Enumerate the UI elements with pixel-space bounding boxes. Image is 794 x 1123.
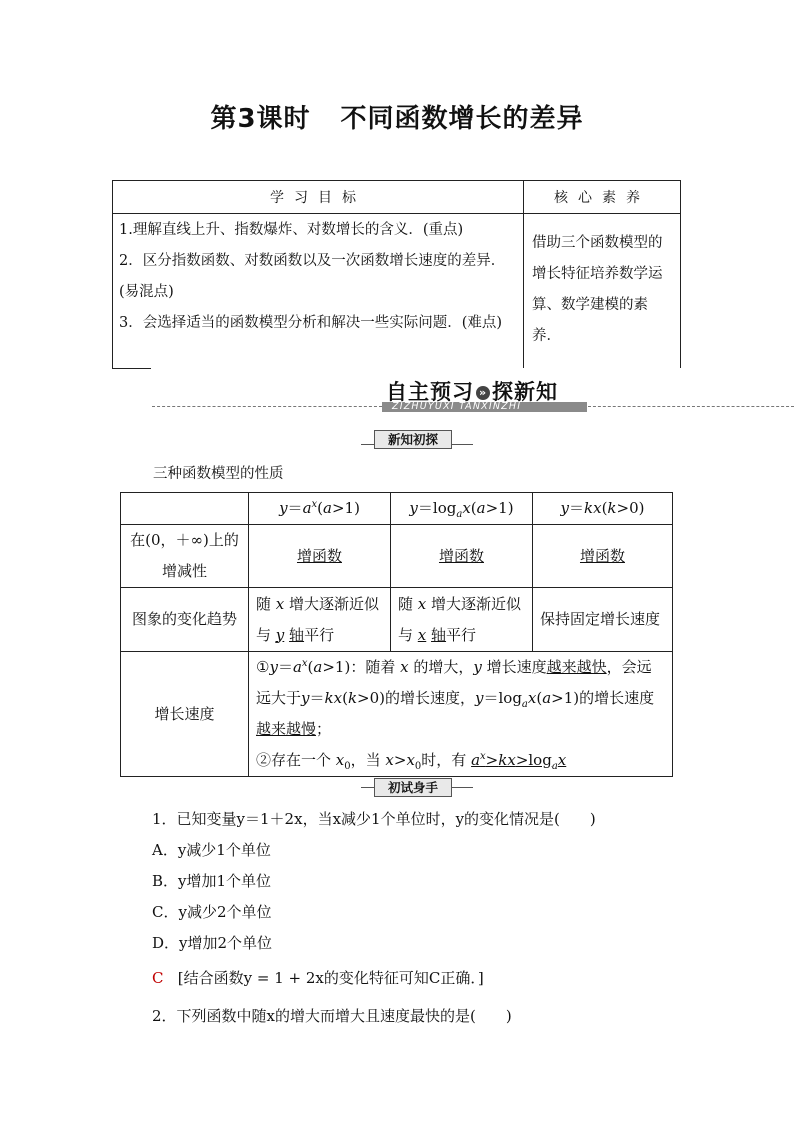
- question-1-option-c: C．y减少2个单位: [152, 903, 272, 921]
- answer-explanation: [结合函数y = 1 + 2x的变化特征可知C正确．]: [177, 969, 484, 987]
- section-pinyin: ZIZHUYUXI TANXINZHI: [392, 401, 522, 412]
- speed-description: $①y=a^x(a>1)$：随着 x 的增大，y 增长速度越来越快，会远远大于y＝kx(k>0)的增长速度，$y=\log_ax(a>1)$的增长速度越来越慢； ②存在一个 $x_0$，当 $x>x_0$时，有 $a^x>kx>\log_ax$: [249, 652, 673, 777]
- core-literacy-header: 核心素养: [524, 181, 681, 214]
- lesson-number: 第3课时: [210, 104, 311, 134]
- page-title: [0, 98, 794, 135]
- increasing-exp: 增函数: [296, 546, 342, 565]
- header-linear: y＝kx(k>0): [533, 493, 673, 525]
- answer-letter: C: [152, 969, 164, 987]
- question-1-stem: 1．已知变量y＝1＋2x，当x减少1个单位时，y的变化情况是( ): [152, 810, 596, 828]
- faster-phrase: 越来越快: [546, 658, 607, 676]
- properties-subhead: 三种函数模型的性质: [153, 466, 284, 482]
- question-2-stem: 2．下列函数中随x的增大而增大且速度最快的是( ): [152, 1007, 512, 1025]
- objectives-table: [112, 180, 681, 368]
- chevron-right-icon: »: [476, 386, 490, 400]
- objectives-list: [113, 214, 524, 369]
- objectives-header: 学习目标: [113, 181, 524, 214]
- objective-item: 2．区分指数函数、对数函数以及一次函数增长速度的差异．(易混点): [119, 253, 506, 300]
- header-exp: $y=a^x(a>1)$: [249, 493, 391, 525]
- new-knowledge-tag: 新知初探: [374, 430, 452, 449]
- question-1-answer: [152, 968, 484, 988]
- objective-item: 3．会选择适当的函数模型分析和解决一些实际问题．(难点): [119, 315, 503, 331]
- section-title-a: 自主预习: [386, 380, 474, 404]
- try-yourself-tag: 初试身手: [374, 778, 452, 797]
- row-label-trend: 图象的变化趋势: [121, 588, 249, 652]
- row-label-speed: 增长速度: [121, 652, 249, 777]
- dashed-divider: [588, 406, 794, 407]
- properties-table: [120, 492, 673, 777]
- question-1-option-d: D．y增加2个单位: [152, 934, 273, 952]
- row-label-monotonic: 在(0，＋∞)上的增减性: [121, 525, 249, 588]
- section-title-b: 探新知: [492, 380, 558, 404]
- lesson-topic: 不同函数增长的差异: [340, 104, 584, 134]
- question-1-option-b: B．y增加1个单位: [152, 872, 272, 890]
- header-log: $y=\log_ax(a>1)$: [391, 493, 533, 525]
- increasing-linear: 增函数: [579, 546, 625, 565]
- objective-item: 1.理解直线上升、指数爆炸、对数增长的含义．(重点): [119, 222, 464, 238]
- core-literacy-text: 借助三个函数模型的增长特征培养数学运算、数学建模的素养．: [524, 214, 681, 369]
- question-1-option-a: A．y减少1个单位: [152, 841, 271, 859]
- dashed-divider: [152, 406, 382, 407]
- increasing-log: 增函数: [438, 546, 484, 565]
- table-bottom-rule: [112, 368, 151, 369]
- slower-phrase: 越来越慢: [256, 720, 317, 738]
- trend-exp: 随 x 增大逐渐近似与 y 轴平行: [249, 588, 391, 652]
- trend-linear: 保持固定增长速度: [533, 588, 673, 652]
- corner-cell: [121, 493, 249, 525]
- trend-log: 随 x 增大逐渐近似与 x 轴平行: [391, 588, 533, 652]
